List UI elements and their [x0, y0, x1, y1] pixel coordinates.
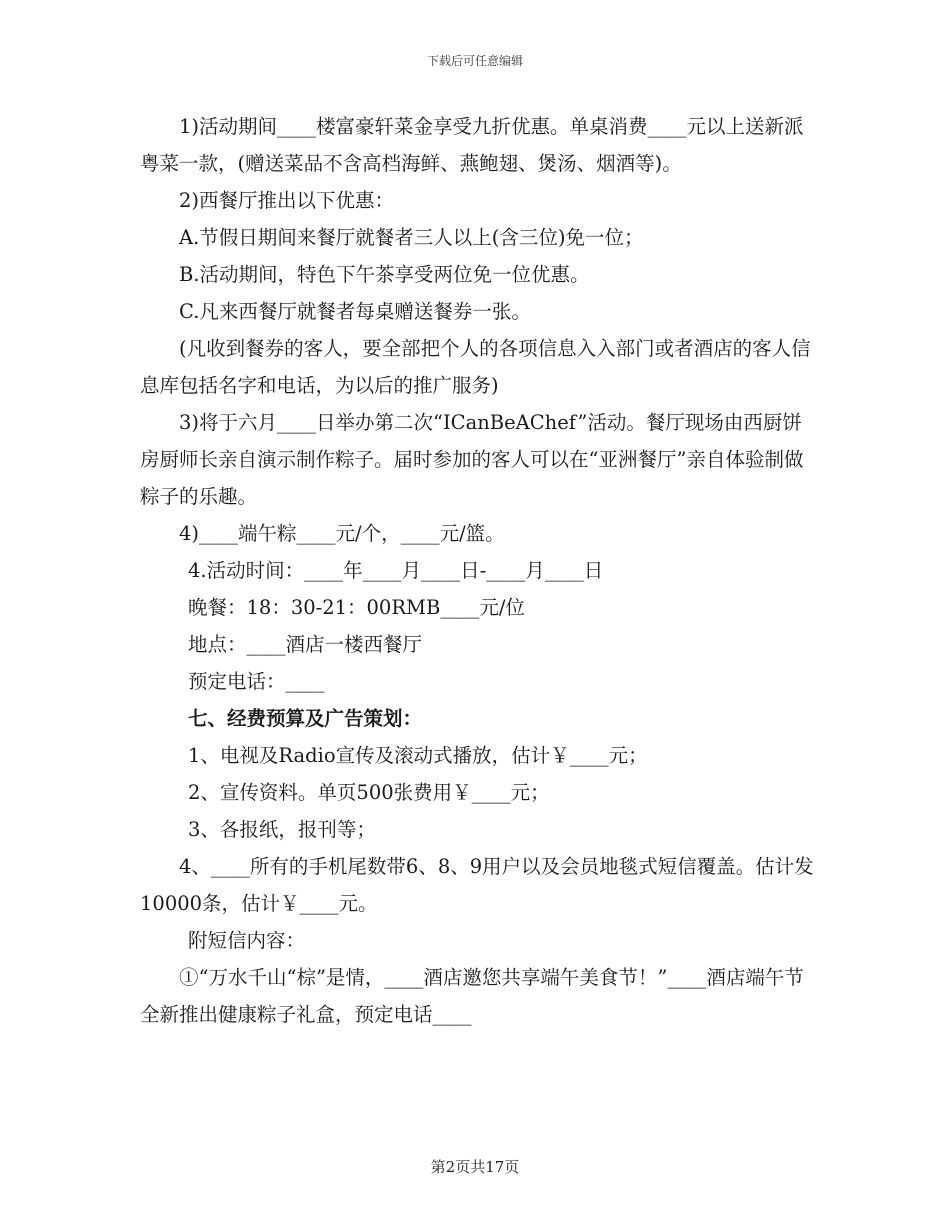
paragraph-booking-phone: 预定电话：____ [188, 670, 325, 693]
paragraph-western-offers: 2)西餐厅推出以下优惠： [179, 189, 395, 212]
paragraph-budget-newspapers: 3、各报纸，报刊等； [188, 818, 376, 841]
paragraph-sms-heading: 附短信内容： [188, 929, 306, 952]
paragraph-offer-a: A.节假日期间来餐厅就餐者三人以上(含三位)免一位； [179, 226, 644, 249]
paragraph-chef-event: 3)将于六月____日举办第二次“ICanBeAChef”活动。餐厅现场由西厨饼房厨师长亲自演示制作粽子。届时参加的客人可以在“亚洲餐厅”亲自体验制做粽子的乐趣。 [140, 411, 804, 508]
paragraph-offer-b: B.活动期间，特色下午茶享受两位免一位优惠。 [179, 263, 590, 286]
paragraph-zongzi-price: 4)____端午粽____元/个，____元/篮。 [179, 522, 505, 545]
paragraph-offer-c: C.凡来西餐厅就餐者每桌赠送餐券一张。 [179, 300, 531, 323]
paragraph-budget-flyers: 2、宣传资料。单页500张费用￥____元； [188, 781, 550, 804]
paragraph-banquet-discount: 1)活动期间____楼富豪轩菜金享受九折优惠。单桌消费____元以上送新派粤菜一款，(赠送菜品不含高档海鲜、燕鲍翅、煲汤、烟酒等)。 [140, 115, 804, 175]
paragraph-location: 地点：____酒店一楼西餐厅 [188, 633, 423, 656]
page-number: 第2页共17页 [430, 1158, 520, 1176]
page-header-note: 下载后可任意编辑 [426, 54, 523, 68]
document-body [140, 108, 820, 1033]
paragraph-dinner: 晚餐：18：30-21：00RMB____元/位 [188, 596, 525, 619]
paragraph-budget-sms: 4、____所有的手机尾数带6、8、9用户以及会员地毯式短信覆盖。估计发10000条，估计￥____元。 [140, 855, 814, 915]
paragraph-event-time: 4.活动时间：____年____月____日-____月____日 [188, 559, 604, 582]
paragraph-voucher-note: (凡收到餐券的客人，要全部把个人的各项信息入入部门或者酒店的客人信息库包括名字和电话，为以后的推广服务) [140, 337, 811, 397]
paragraph-budget-tv-radio: 1、电视及Radio宣传及滚动式播放，估计￥____元； [188, 744, 648, 767]
paragraph-sms-content: ①“万水千山“棕”是情，____酒店邀您共享端午美食节！”____酒店端午节全新推出健康粽子礼盒，预定电话____ [140, 966, 804, 1026]
section-heading-budget: 七、经费预算及广告策划： [188, 707, 423, 730]
